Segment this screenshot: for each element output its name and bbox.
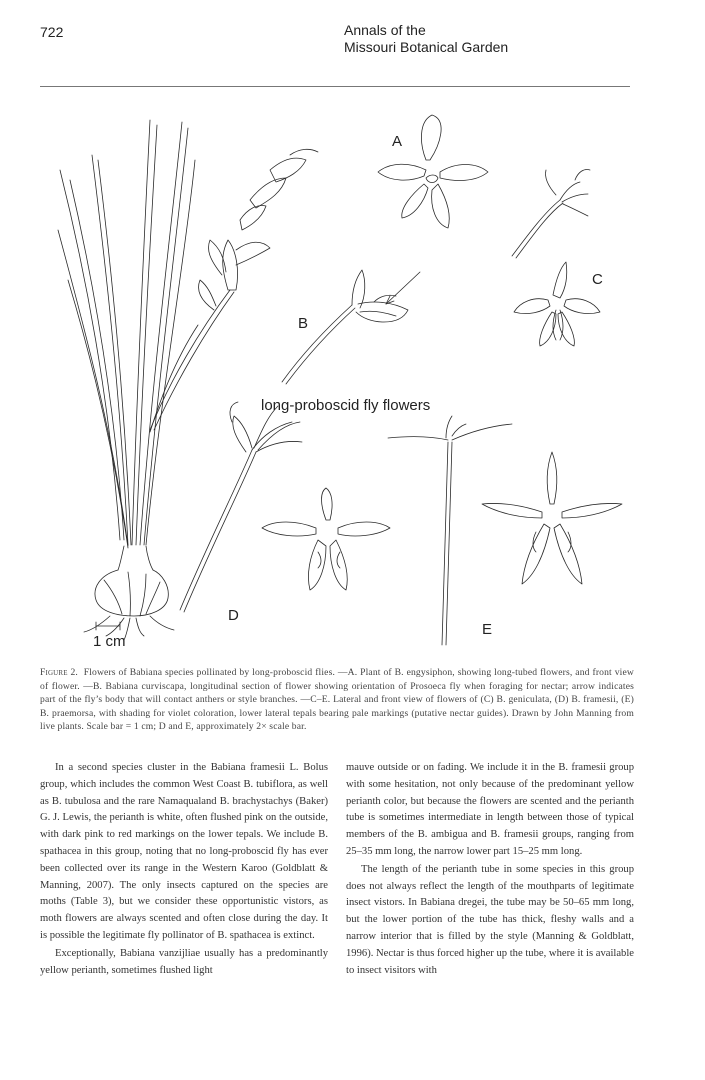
inset-title: long-proboscid fly flowers [261,397,431,414]
running-head-line-2: Missouri Botanical Garden [344,39,509,55]
flower-e-front-view [482,452,622,584]
figure-2-illustration [0,100,705,660]
body-paragraph: Exceptionally, Babiana vanzijliae usually has a predominantly yellow perianth, sometimes flushed light [40,947,328,976]
page-number: 722 [40,24,64,40]
flower-a-front-view [378,115,488,228]
flower-c-front-view [514,262,600,346]
flower-c-lateral-view [512,169,590,258]
whole-plant-drawing [58,120,318,640]
flower-d-lateral-view [180,402,302,612]
body-column-left [40,760,328,980]
scale-bar-label: 1 cm [93,633,126,650]
panel-label-b: B [298,315,309,332]
panel-label-a: A [392,133,403,150]
body-paragraph: In a second species cluster in the Babiana framesii L. Bolus group, which includes the common West Coast B. tubiflora, as well as B. tubulosa and the rare Namaqualand B. brachystachys (Baker) G. J. Lewis, the perianth is white, often flushed pink on the outside, with dark pink to red markings on the lower tepals. We include B. spathacea in this group, noting that no long-proboscid fly has ever been collected over its range in the Western Karoo (Goldblatt & Manning, 2007). The only insects captured on the species are moths (Table 3), but we consider these opportunistic vistors, as moth flowers are always scented and often close during the day. It is possible the legitimate fly pollinator of B. spathacea is extinct. [40,762,328,941]
caption-text: Flowers of Babiana species pollinated by long-proboscid flies. —A. Plant of B. engysiphon, showing long-tubed flowers, and front view of flower. —B. Babiana curviscapa, longitudinal section of flower showing orientation of Prosoeca fly when foraging for nectar; arrow indicates part of the fly’s body that will contact anthers or style branches. —C–E. Lateral and front view of flowers of (C) B. geniculata, (D) B. framesii, (E) B. praemorsa, with shading for violet coloration, lower lateral tepals bearing pale markings (putative nectar guides). Drawn by John Manning from live plants. Scale bar = 1 cm; D and E, approximately 2× scale bar. [40,667,634,733]
flower-e-lateral-view [388,416,512,645]
body-paragraph: mauve outside or on fading. We include it in the B. framesii group with some hesitation, not only because of the predominant yellow perianth color, but because the flowers are scented and the perianth tube is sometimes intermediate in length between those of typical members of the B. ambigua and B. framesii groups, ranging from 25–35 mm long, the narrow lower part 15–25 mm long. [346,762,634,857]
scale-bar [96,622,120,630]
figure-caption [40,666,634,734]
caption-label: Figure 2. [40,667,78,678]
running-head [344,22,508,56]
panel-label-e: E [482,621,493,638]
flower-d-front-view [262,488,390,590]
panel-label-c: C [592,271,603,288]
running-head-line-1: Annals of the [344,22,426,38]
header-rule [40,86,630,87]
body-column-right [346,760,634,980]
body-paragraph: The length of the perianth tube in some species in this group does not always reflect the length of the mouthparts of legitimate insect vistors. In Babiana dregei, the tube may be 50–65 mm long, but the lower portion of the tube has thick, fleshy walls and a narrow interior that is filled by the style (Manning & Goldblatt, 1996). Nectar is thus forced higher up the tube, where it is available to insect visitors with [346,863,634,976]
panel-label-d: D [228,607,239,624]
